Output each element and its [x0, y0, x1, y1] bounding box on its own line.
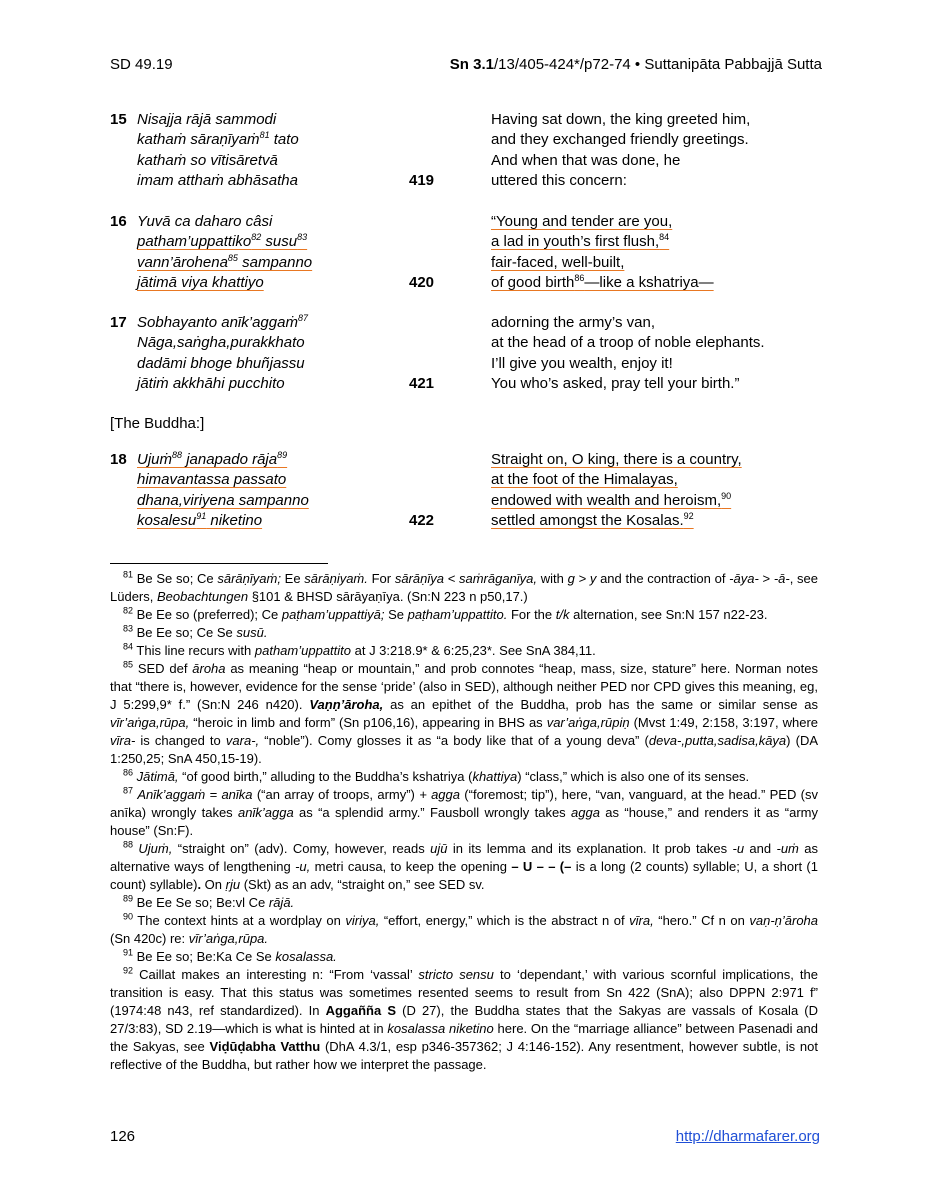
running-header-left: SD 49.19 — [110, 56, 173, 73]
footnote-86: $^{86}$ Jātimā, “of good birth,” alluding to the Buddha’s kshatriya (khattiya) “class,” which is also one of its senses. — [123, 767, 750, 784]
pali-text — [137, 450, 407, 532]
footnote-87: $^{87}$ Anīk’aggaṁ = anīka (“an array of troops, army”) + agga (“foremost; tip”), here, “van, vanguard, at the head.” PED (sv anīka) wrongly takes anīk’agga as “a splendid army.” Fausboll wrongly takes agga as “house,” and renders it as “army house” (Sn:F). — [110, 785, 818, 838]
english-translation — [491, 450, 831, 532]
pali-line: jātiṁ akkhāhi pucchito — [137, 375, 285, 393]
footnote-ref[interactable]: 87 — [297, 313, 308, 323]
english-line: and they exchanged friendly greetings. — [491, 131, 749, 149]
pali-line: kathaṁ so vītisāretvā — [137, 151, 278, 169]
english-line: at the foot of the Himalayas, — [491, 471, 678, 489]
footnote-ref[interactable]: 81 — [259, 130, 270, 141]
verse-number: 420 — [409, 274, 435, 291]
pali-line: imam atthaṁ abhāsatha — [137, 172, 298, 190]
stanza-number: 18 — [110, 451, 127, 468]
footnote-82: $^{82}$ Be Ee so (preferred); Ce paṭham’uppattiyā; Se paṭham’uppattito. For the t/k alternation, see Sn:N 157 n22-23. — [123, 605, 768, 622]
footnote-ref[interactable]: 85 — [227, 252, 238, 263]
english-line: Straight on, O king, there is a country, — [491, 451, 742, 468]
footnote-ref[interactable]: 92 — [683, 511, 694, 522]
stanza-number: 17 — [110, 314, 127, 331]
pali-line: himavantassa passato — [137, 471, 287, 489]
english-line: You who’s asked, pray tell your birth.” — [491, 375, 740, 393]
english-line: “Young and tender are you, — [491, 213, 673, 230]
english-translation — [491, 212, 831, 294]
footnote-separator — [110, 563, 328, 564]
footnote-ref[interactable]: 82 — [251, 232, 262, 243]
english-line: uttered this concern: — [491, 172, 627, 190]
english-line: I’ll give you wealth, enjoy it! — [491, 354, 673, 372]
sutta-title: /13/405-424*/p72-74 • Suttanipāta Pabbajjā Sutta — [493, 56, 822, 73]
footnotes — [110, 570, 818, 1074]
pali-line: dadāmi bhoge bhuñjassu — [137, 354, 305, 372]
footnote-85: $^{85}$ SED def āroha as meaning “heap or mountain,” and prob connotes “heap, mass, size, stature” here. Norman notes that “there is, however, evidence for the sense ‘pride’ (also in SED), although neither PED nor CPD gives this meaning, eg, J 5:299,9* f.” (Sn:N 246 n420). Vaṇṇ’āroha, as an epithet of the Buddha, prob has the same or similar sense as vīr’aṅga,rūpa, “heroic in limb and form” (Sn p106,16), appearing in BHS as var’aṅga,rūpiṇ (Mvst 1:49, 2:158, 3:197, where vīra- is changed to vara-, “noble”). Comy glosses it as “a body like that of a young deva” (deva-,putta,sadisa,kāya) (DA 1:250,25; SnA 450,15-19). — [110, 659, 818, 766]
stanza-number: 15 — [110, 111, 127, 128]
pali-text — [137, 110, 407, 192]
sutta-ref: Sn 3.1 — [449, 56, 494, 73]
verse-number: 422 — [409, 512, 435, 529]
english-line: adorning the army’s van, — [491, 314, 655, 331]
pali-line: kosalesu$^{91}$ niketino — [137, 511, 263, 530]
english-line: a lad in youth’s first flush,$^{84}$ — [491, 232, 670, 251]
english-line: at the head of a troop of noble elephants. — [491, 334, 765, 352]
pali-line: vann’ārohena$^{85}$ sampanno — [137, 252, 313, 271]
footnote-91: $^{91}$ Be Ee so; Be:Ka Ce Se kosalassa. — [123, 947, 337, 964]
pali-line: Nisajja rājā sammodi — [137, 111, 277, 128]
english-translation — [491, 110, 831, 192]
pali-line: Nāga,saṅgha,purakkhato — [137, 334, 305, 352]
footnote-ref[interactable]: 91 — [196, 511, 207, 522]
pali-line: dhana,viriyena sampanno — [137, 491, 309, 509]
footnote-ref[interactable]: 88 — [172, 450, 183, 460]
footnote-ref[interactable]: 90 — [721, 490, 732, 501]
footnote-ref[interactable]: 89 — [277, 450, 288, 460]
footnote-ref[interactable]: 84 — [659, 232, 670, 243]
pali-text — [137, 212, 407, 294]
english-line: of good birth$^{86}$—like a kshatriya— — [491, 273, 714, 292]
footnote-ref[interactable]: 86 — [574, 273, 585, 284]
footnote-81: $^{81}$ Be Se so; Ce sārāṇīyaṁ; Ee sārāṇiyaṁ. For sārāṇīya < saṁrāganīya, with g > y and the contraction of -āya- > -ā-, see Lüders, Beobachtungen §101 & BHSD sārāyaṇīya. (Sn:N 223 n p50,17.) — [110, 569, 818, 604]
footnote-ref[interactable]: 83 — [297, 232, 308, 243]
verse-number: 419 — [409, 172, 435, 189]
footnote-83: $^{83}$ Be Ee so; Ce Se susū. — [123, 623, 268, 640]
footnote-90: $^{90}$ The context hints at a wordplay on viriya, “effort, energy,” which is the abstract n of vīra, “hero.” Cf n on vaṇ-ṇ’āroha (Sn 420c) re: vīr’aṅga,rūpa. — [110, 911, 819, 946]
footnote-89: $^{89}$ Be Ee Se so; Be:vl Ce rājā. — [123, 893, 295, 910]
english-translation — [491, 313, 831, 395]
footnote-84: $^{84}$ This line recurs with patham’uppattito at J 3:218.9* & 6:25,23*. See SnA 384,11. — [123, 641, 596, 658]
english-line: Having sat down, the king greeted him, — [491, 111, 751, 128]
running-header-right — [450, 56, 822, 73]
footnote-92: $^{92}$ Caillat makes an interesting n: “From ‘vassal’ stricto sensu to ‘dependant,’ with various scornful implications, the transition is easy. That this status was sometimes resented seems to result from Sn 422 (SnA); also DPPN 2:971 f” (1974:48 n43, ref standardized). In Aggañña S (D 27), the Buddha states that the Sakyas are vassals of Kosala (D 27/3:83), SD 2.19—which is what is hinted at in kosalassa niketino here. On the “marriage alliance” between Pasenadi and the Sakyas, see Viḍūḍabha Vatthu (DhA 4.3/1, esp p346-357362; J 4:146-152). Any resentment, however subtle, is not reflective of the Buddha, but rather how we interpret the passage. — [110, 965, 819, 1072]
english-line: fair-faced, well-built, — [491, 253, 625, 271]
english-line: settled amongst the Kosalas.$^{92}$ — [491, 511, 694, 530]
footnote-88: $^{88}$ Ujuṁ, “straight on” (adv). Comy, however, reads ujū in its lemma and its explanation. It prob takes -u and -uṁ as alternative ways of lengthening -u, metri causa, to keep the opening – U – – (– is a long (2 counts) syllable; U, a short (1 count) syllable). On ṛju (Skt) as an adv, “straight on,” see SED sv. — [110, 839, 818, 892]
pali-line: Yuvā ca daharo câsi — [137, 213, 273, 230]
english-line: endowed with wealth and heroism,$^{90}$ — [491, 490, 732, 509]
pali-text — [137, 313, 407, 395]
pali-line: patham’uppattiko$^{82}$ susu$^{83}$ — [137, 232, 308, 251]
pali-line: kathaṁ sāraṇīyaṁ$^{81}$ tato — [137, 130, 299, 149]
website-link[interactable]: http://dharmafarer.org — [675, 1128, 820, 1145]
page-number: 126 — [110, 1128, 136, 1145]
stanza-number: 16 — [110, 213, 127, 230]
speaker-label: [The Buddha:] — [110, 415, 205, 432]
english-line: And when that was done, he — [491, 151, 681, 169]
pali-line: jātimā viya khattiyo — [137, 274, 264, 292]
pali-line: Ujuṁ$^{88}$ janapado rāja$^{89}$ — [137, 450, 288, 468]
verse-number: 421 — [409, 375, 435, 392]
pali-line: Sobhayanto anīk’aggaṁ$^{87}$ — [137, 313, 308, 331]
